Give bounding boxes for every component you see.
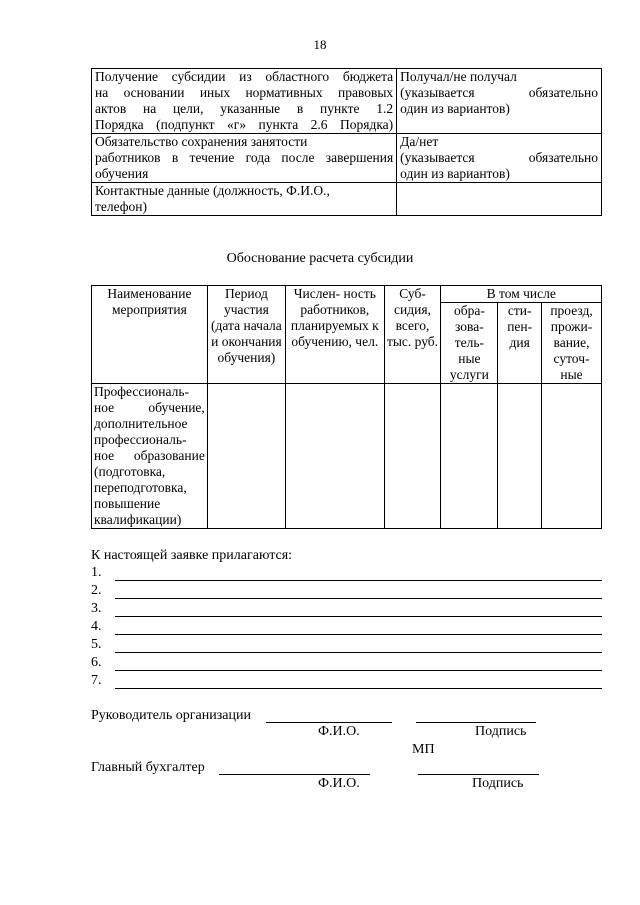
attachments-title: К настоящей заявке прилагаются: <box>91 548 293 563</box>
table-header-row <box>92 286 602 303</box>
cell-line: актов на цели, указанные в пункте 1.2 <box>95 101 394 116</box>
header-edu: обра- зова- тель- ные услуги <box>441 303 498 384</box>
table-cell <box>397 183 602 216</box>
cell-line: обучения <box>95 166 149 181</box>
calc-table <box>91 285 602 529</box>
attachment-number: 4. <box>91 619 102 634</box>
signature-caption: Подпись <box>472 776 524 791</box>
header-including: В том числе <box>441 286 602 303</box>
accountant-label: Главный бухгалтер <box>91 760 205 775</box>
attachment-number: 3. <box>91 601 102 616</box>
cell-line: Получал/не получал <box>400 69 517 84</box>
table-cell <box>92 69 397 134</box>
table-cell <box>498 384 542 529</box>
table-row <box>92 134 602 183</box>
fio-caption: Ф.И.О. <box>318 724 360 739</box>
table-cell <box>92 134 397 183</box>
fill-line[interactable] <box>115 598 602 599</box>
section-title: Обоснование расчета субсидии <box>226 251 414 266</box>
attachment-number: 7. <box>91 673 102 688</box>
table-row <box>92 384 602 529</box>
fill-line[interactable] <box>115 634 602 635</box>
info-table <box>91 68 602 216</box>
cell-line: работников в течение года после завершения <box>95 150 394 165</box>
cell-line: на основании иных нормативных правовых <box>95 85 394 100</box>
attachment-line <box>91 673 602 691</box>
table-cell <box>207 384 285 529</box>
attachment-number: 1. <box>91 565 102 580</box>
header-period: Период участия (дата начала и окончания обучения) <box>207 286 285 384</box>
header-count: Числен- ность работников, планируемых к обучению, чел. <box>286 286 385 384</box>
cell-line: (указывается обязательно <box>400 85 598 100</box>
header-travel: проезд, прожи- вание, суточ- ные <box>542 303 602 384</box>
cell-line: Да/нет <box>400 134 439 149</box>
head-fio-line[interactable] <box>266 722 392 723</box>
attachment-line <box>91 601 602 619</box>
row-label: Профессиональ- ное обучение, дополнительное профессиональ- ное образование (подготовка, переподготовка, повышение квалификации) <box>92 384 208 529</box>
head-signature-line[interactable] <box>416 722 536 723</box>
attachment-line <box>91 655 602 673</box>
cell-line: один из вариантов) <box>400 166 510 181</box>
table-cell <box>397 69 602 134</box>
attachment-number: 2. <box>91 583 102 598</box>
cell-line: телефон) <box>95 199 148 214</box>
cell-line: (указывается обязательно <box>400 150 598 165</box>
header-stipend: сти- пен- дия <box>498 303 542 384</box>
fill-line[interactable] <box>115 670 602 671</box>
table-cell <box>441 384 498 529</box>
fill-line[interactable] <box>115 688 602 689</box>
fill-line[interactable] <box>115 616 602 617</box>
stamp-label: МП <box>412 742 435 757</box>
attachment-number: 6. <box>91 655 102 670</box>
attachment-line <box>91 565 602 583</box>
page-number: 18 <box>313 37 327 52</box>
cell-line: Получение субсидии из областного бюджета <box>95 69 394 84</box>
attachment-line <box>91 637 602 655</box>
accountant-signature-line[interactable] <box>418 774 539 775</box>
cell-line: один из вариантов) <box>400 101 510 116</box>
fio-caption: Ф.И.О. <box>318 776 360 791</box>
table-cell <box>384 384 441 529</box>
table-cell <box>397 134 602 183</box>
fill-line[interactable] <box>115 580 602 581</box>
table-cell <box>286 384 385 529</box>
attachment-line <box>91 583 602 601</box>
table-row <box>92 69 602 134</box>
attachment-line <box>91 619 602 637</box>
signature-caption: Подпись <box>475 724 527 739</box>
accountant-fio-line[interactable] <box>219 774 370 775</box>
table-cell <box>542 384 602 529</box>
header-subsidy: Суб- сидия, всего, тыс. руб. <box>384 286 441 384</box>
cell-line: Обязательство сохранения занятости <box>95 134 308 149</box>
head-label: Руководитель организации <box>91 708 251 723</box>
cell-line: Контактные данные (должность, Ф.И.О., <box>95 183 330 198</box>
cell-line: Порядка (подпункт «г» пункта 2.6 Порядка) <box>95 117 394 132</box>
table-cell <box>92 183 397 216</box>
fill-line[interactable] <box>115 652 602 653</box>
table-row <box>92 183 602 216</box>
attachment-number: 5. <box>91 637 102 652</box>
header-name: Наименование мероприятия <box>92 286 208 384</box>
